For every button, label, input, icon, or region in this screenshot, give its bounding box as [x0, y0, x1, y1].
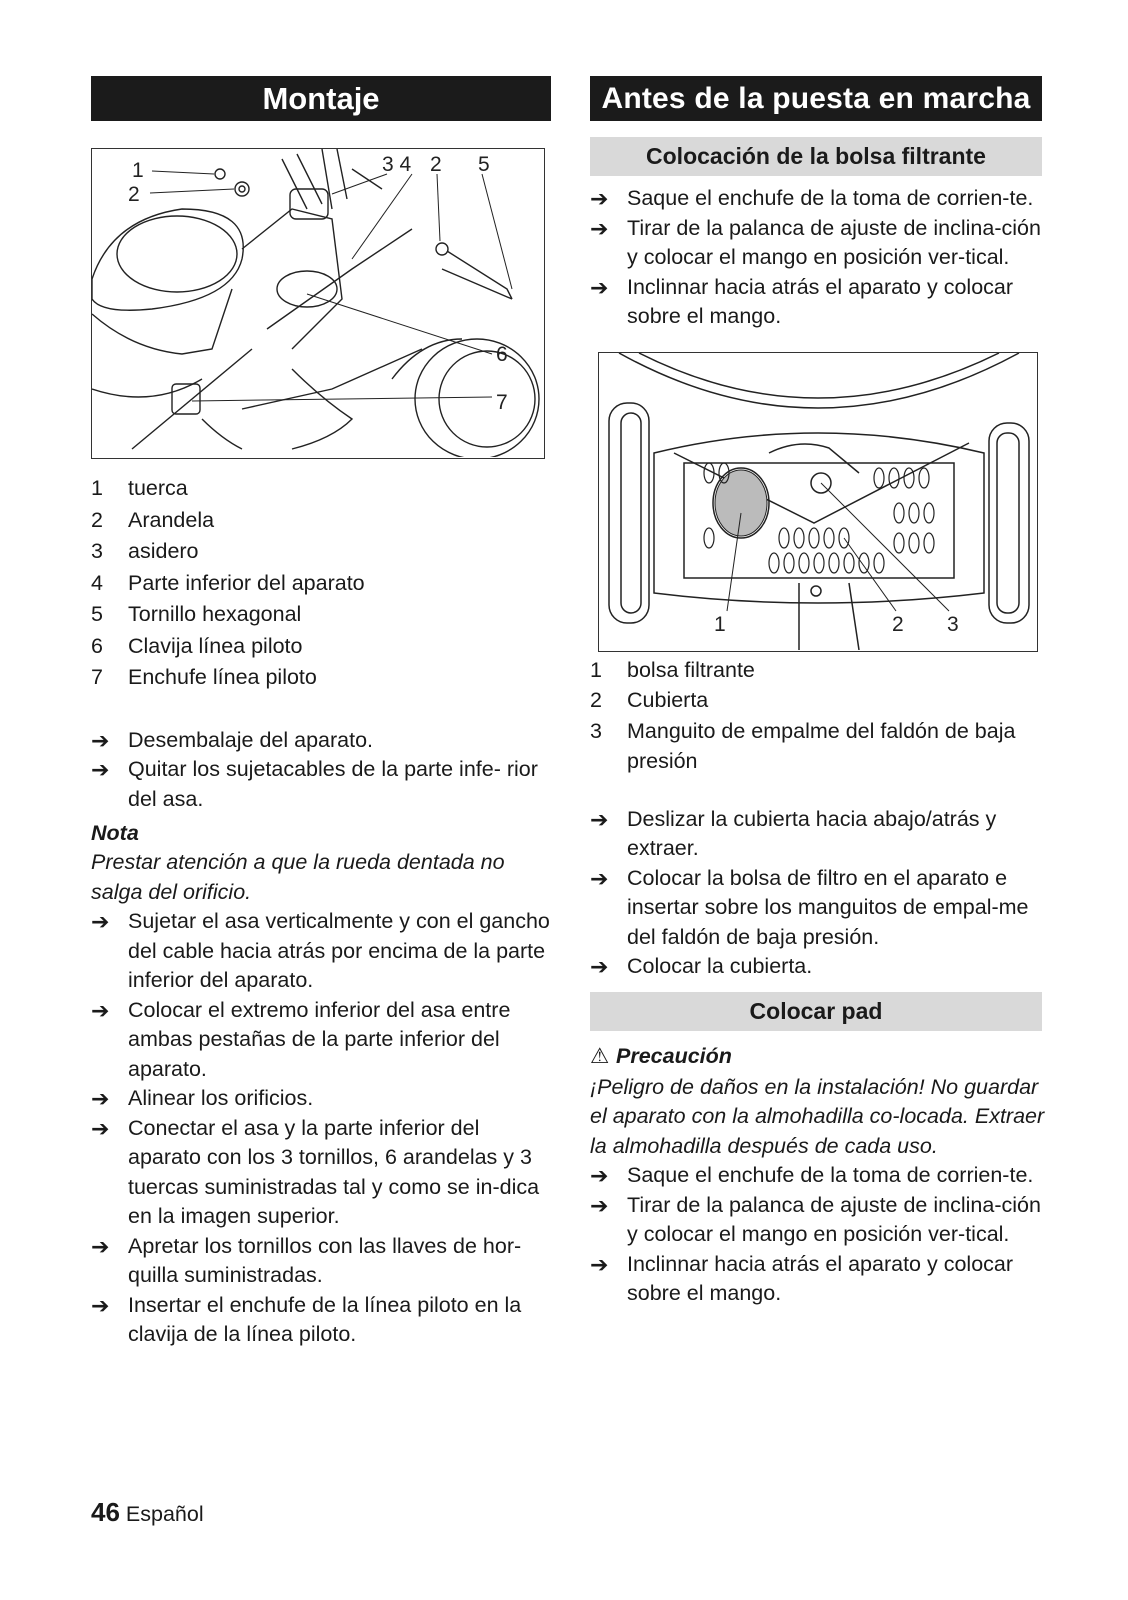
unpack-steps [91, 726, 551, 815]
fig2-callout-1: 1 [714, 612, 726, 636]
subhead-colocar-pad: Colocar pad [590, 992, 1042, 1031]
step-item: ➔ Sujetar el asa verticalmente y con el gancho del cable hacia atrás por encima de la parte inferior del aparato. [91, 907, 551, 996]
warning-icon: ⚠ [590, 1043, 610, 1068]
language-label: Español [125, 1502, 204, 1526]
step-item: ➔ Deslizar la cubierta hacia abajo/atrás y extraer. [590, 805, 1050, 864]
step-item: ➔ Colocar la cubierta. [590, 952, 1050, 982]
legend-item: 3 Manguito de empalme del faldón de baja presión [590, 718, 1016, 773]
fig1-callout-2: 2 [128, 183, 140, 206]
filter-bag-figure [598, 352, 1038, 652]
step-item: ➔ Desembalaje del aparato. [91, 726, 551, 756]
step-item: ➔ Alinear los orificios. [91, 1084, 551, 1114]
step-item: ➔ Inclinnar hacia atrás el aparato y colocar sobre el mango. [590, 1250, 1050, 1309]
legend-item: 2 Cubierta [590, 688, 709, 712]
legend-item: 3 asidero [91, 539, 199, 563]
step-item: ➔ Quitar los sujetacables de la parte infe- rior del asa. [91, 755, 551, 814]
legend-item: 2 Arandela [91, 507, 215, 532]
assembly-legend [91, 473, 551, 694]
legend-item: 1 bolsa filtrante [590, 657, 755, 682]
arrow-right-icon: ➔ [590, 865, 609, 891]
filter-legend [590, 655, 1050, 777]
filter-prep-steps [590, 184, 1050, 332]
arrow-right-icon: ➔ [91, 997, 110, 1023]
fig1-callout-6: 6 [496, 343, 508, 366]
filter-bag-illustration [599, 353, 1036, 650]
step-item: ➔ Saque el enchufe de la toma de corrien-te. [590, 184, 1050, 214]
step-item: ➔ Conectar el asa y la parte inferior del aparato con los 3 tornillos, 6 arandelas y 3 tuercas suministradas tal y como se in-dica en la imagen superior. [91, 1114, 551, 1232]
page-footer [91, 1497, 204, 1528]
fig1-callout-1: 1 [132, 159, 144, 182]
section-title-puesta-en-marcha: Antes de la puesta en marcha [590, 76, 1042, 121]
fig2-callout-2: 2 [892, 612, 904, 636]
legend-item: 4 Parte inferior del aparato [91, 570, 365, 595]
filter-install-steps [590, 805, 1050, 982]
step-item: ➔ Inclinnar hacia atrás el aparato y colocar sobre el mango. [590, 273, 1050, 332]
step-item: ➔ Saque el enchufe de la toma de corrien-te. [590, 1161, 1050, 1191]
arrow-right-icon: ➔ [91, 1292, 110, 1318]
arrow-right-icon: ➔ [91, 757, 110, 782]
arrow-right-icon: ➔ [590, 215, 609, 241]
assembly-steps [91, 907, 551, 1350]
legend-item: 5 Tornillo hexagonal [91, 602, 302, 626]
arrow-right-icon: ➔ [91, 909, 110, 934]
fig1-callout-7: 7 [496, 391, 508, 414]
fig1-callout-5: 5 [478, 153, 490, 176]
note-text: Prestar atención a que la rueda dentada no salga del orificio. [91, 850, 505, 904]
caution-heading: ⚠ Precaución [590, 1041, 1050, 1071]
pad-steps [590, 1161, 1050, 1309]
step-item: ➔ Colocar el extremo inferior del asa entre ambas pestañas de la parte inferior del aparato. [91, 996, 551, 1085]
left-column [91, 76, 551, 1350]
arrow-right-icon: ➔ [590, 186, 609, 211]
note-heading: Nota [91, 821, 139, 845]
arrow-right-icon: ➔ [91, 1086, 110, 1111]
caution-text: ¡Peligro de daños en la instalación! No guardar el aparato con la almohadilla co-locada. Extraer la almohadilla después de cada uso. [590, 1074, 1045, 1158]
right-column [590, 76, 1050, 1309]
arrow-right-icon: ➔ [590, 1192, 609, 1218]
step-item: ➔ Tirar de la palanca de ajuste de inclina-ción y colocar el mango en posición ver-tical. [590, 214, 1050, 273]
arrow-right-icon: ➔ [590, 806, 609, 832]
assembly-figure [91, 148, 545, 459]
legend-item: 7 Enchufe línea piloto [91, 665, 317, 689]
arrow-right-icon: ➔ [590, 1251, 609, 1277]
assembly-illustration [92, 149, 543, 457]
legend-item: 1 tuerca [91, 476, 188, 500]
step-item: ➔ Tirar de la palanca de ajuste de inclina-ción y colocar el mango en posición ver-tical. [590, 1191, 1050, 1250]
arrow-right-icon: ➔ [91, 1233, 110, 1259]
arrow-right-icon: ➔ [91, 727, 110, 753]
arrow-right-icon: ➔ [590, 274, 609, 300]
fig2-callout-3: 3 [947, 612, 959, 636]
fig1-callout-2b: 2 [430, 153, 442, 176]
arrow-right-icon: ➔ [590, 1163, 609, 1188]
section-title-montaje: Montaje [91, 76, 551, 121]
step-item: ➔ Colocar la bolsa de filtro en el aparato e insertar sobre los manguitos de empal-me del faldón de baja presión. [590, 864, 1050, 953]
arrow-right-icon: ➔ [590, 954, 609, 979]
page-number: 46 [91, 1497, 120, 1527]
fig1-callout-3-4: 3 4 [382, 153, 412, 176]
arrow-right-icon: ➔ [91, 1115, 110, 1141]
step-item: ➔ Apretar los tornillos con las llaves de hor-quilla suministradas. [91, 1232, 551, 1291]
subhead-bolsa-filtrante: Colocación de la bolsa filtrante [590, 137, 1042, 176]
step-item: ➔ Insertar el enchufe de la línea piloto en la clavija de la línea piloto. [91, 1291, 551, 1350]
legend-item: 6 Clavija línea piloto [91, 633, 303, 658]
